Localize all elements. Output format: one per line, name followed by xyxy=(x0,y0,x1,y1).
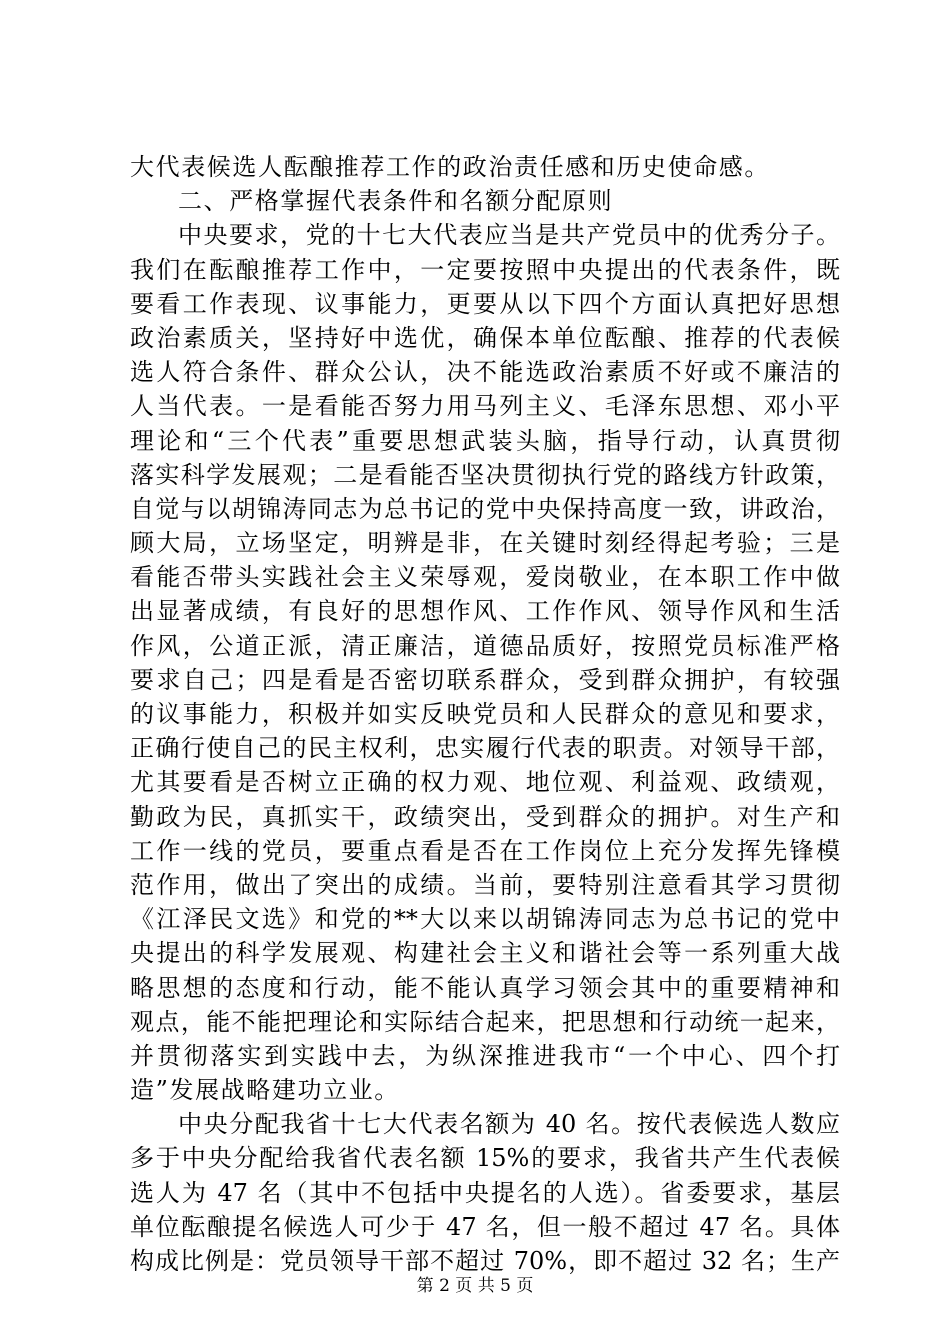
text-line: 大代表候选人酝酿推荐工作的政治责任感和历史使命感。 xyxy=(130,153,770,181)
text-line: 构成比例是：党员领导干部不超过 70%，即不超过 32 名；生产 xyxy=(130,1247,840,1275)
text-line: 作风，公道正派，清正廉洁，道德品质好，按照党员标准严格 xyxy=(130,631,840,660)
text-line: 我们在酝酿推荐工作中，一定要按照中央提出的代表条件，既 xyxy=(130,255,840,284)
text-line: 人当代表。一是看能否努力用马列主义、毛泽东思想、邓小平 xyxy=(130,392,840,421)
text-line: 中央分配我省十七大代表名额为 40 名。按代表候选人数应 xyxy=(178,1110,840,1139)
text-line: 范作用，做出了突出的成绩。当前，要特别注意看其学习贯彻 xyxy=(130,870,840,899)
text-line: 自觉与以胡锦涛同志为总书记的党中央保持高度一致，讲政治， xyxy=(130,494,840,523)
text-line: 理论和“三个代表”重要思想武装头脑，指导行动，认真贯彻 xyxy=(130,426,840,455)
text-line: 工作一线的党员，要重点看是否在工作岗位上充分发挥先锋模 xyxy=(130,836,840,865)
text-line: 的议事能力，积极并如实反映党员和人民群众的意见和要求， xyxy=(130,700,840,728)
text-line: 并贯彻落实到实践中去，为纵深推进我市“一个中心、四个打 xyxy=(130,1041,840,1070)
text-line: 略思想的态度和行动，能不能认真学习领会其中的重要精神和 xyxy=(130,973,840,1002)
text-line: 二、严格掌握代表条件和名额分配原则 xyxy=(178,187,614,216)
text-line: 要看工作表现、议事能力，更要从以下四个方面认真把好思想 xyxy=(130,289,840,318)
text-line: 观点，能不能把理论和实际结合起来，把思想和行动统一起来， xyxy=(130,1007,840,1036)
document-body xyxy=(130,150,840,1278)
text-line: 政治素质关，坚持好中选优，确保本单位酝酿、推荐的代表候 xyxy=(130,323,840,352)
text-line: 尤其要看是否树立正确的权力观、地位观、利益观、政绩观， xyxy=(130,768,840,797)
text-line: 央提出的科学发展观、构建社会主义和谐社会等一系列重大战 xyxy=(130,939,840,968)
text-line: 单位酝酿提名候选人可少于 47 名，但一般不超过 47 名。具体 xyxy=(130,1212,840,1241)
text-line: 正确行使自己的民主权利，忠实履行代表的职责。对领导干部， xyxy=(130,734,840,763)
text-line: 要求自己；四是看是否密切联系群众，受到群众拥护，有较强 xyxy=(130,665,840,694)
text-line: 出显著成绩，有良好的思想作风、工作作风、领导作风和生活 xyxy=(130,597,840,626)
text-line: 选人为 47 名（其中不包括中央提名的人选）。省委要求，基层 xyxy=(130,1178,840,1207)
text-line: 顾大局，立场坚定，明辨是非，在关键时刻经得起考验；三是 xyxy=(130,529,840,558)
text-line: 落实科学发展观；二是看能否坚决贯彻执行党的路线方针政策， xyxy=(130,460,840,489)
page-footer: 第 2 页 共 5 页 xyxy=(416,1276,534,1296)
text-line: 选人符合条件、群众公认，决不能选政治素质不好或不廉洁的 xyxy=(130,358,840,387)
text-line: 《江泽民文选》和党的**大以来以胡锦涛同志为总书记的党中 xyxy=(130,905,840,934)
text-line: 看能否带头实践社会主义荣辱观，爱岗敬业，在本职工作中做 xyxy=(130,563,840,592)
text-line: 勤政为民，真抓实干，政绩突出，受到群众的拥护。对生产和 xyxy=(130,802,840,831)
text-line: 中央要求，党的十七大代表应当是共产党员中的优秀分子。 xyxy=(178,221,840,250)
text-line: 多于中央分配给我省代表名额 15%的要求，我省共产生代表候 xyxy=(130,1144,840,1173)
text-line: 造”发展战略建功立业。 xyxy=(130,1076,400,1105)
